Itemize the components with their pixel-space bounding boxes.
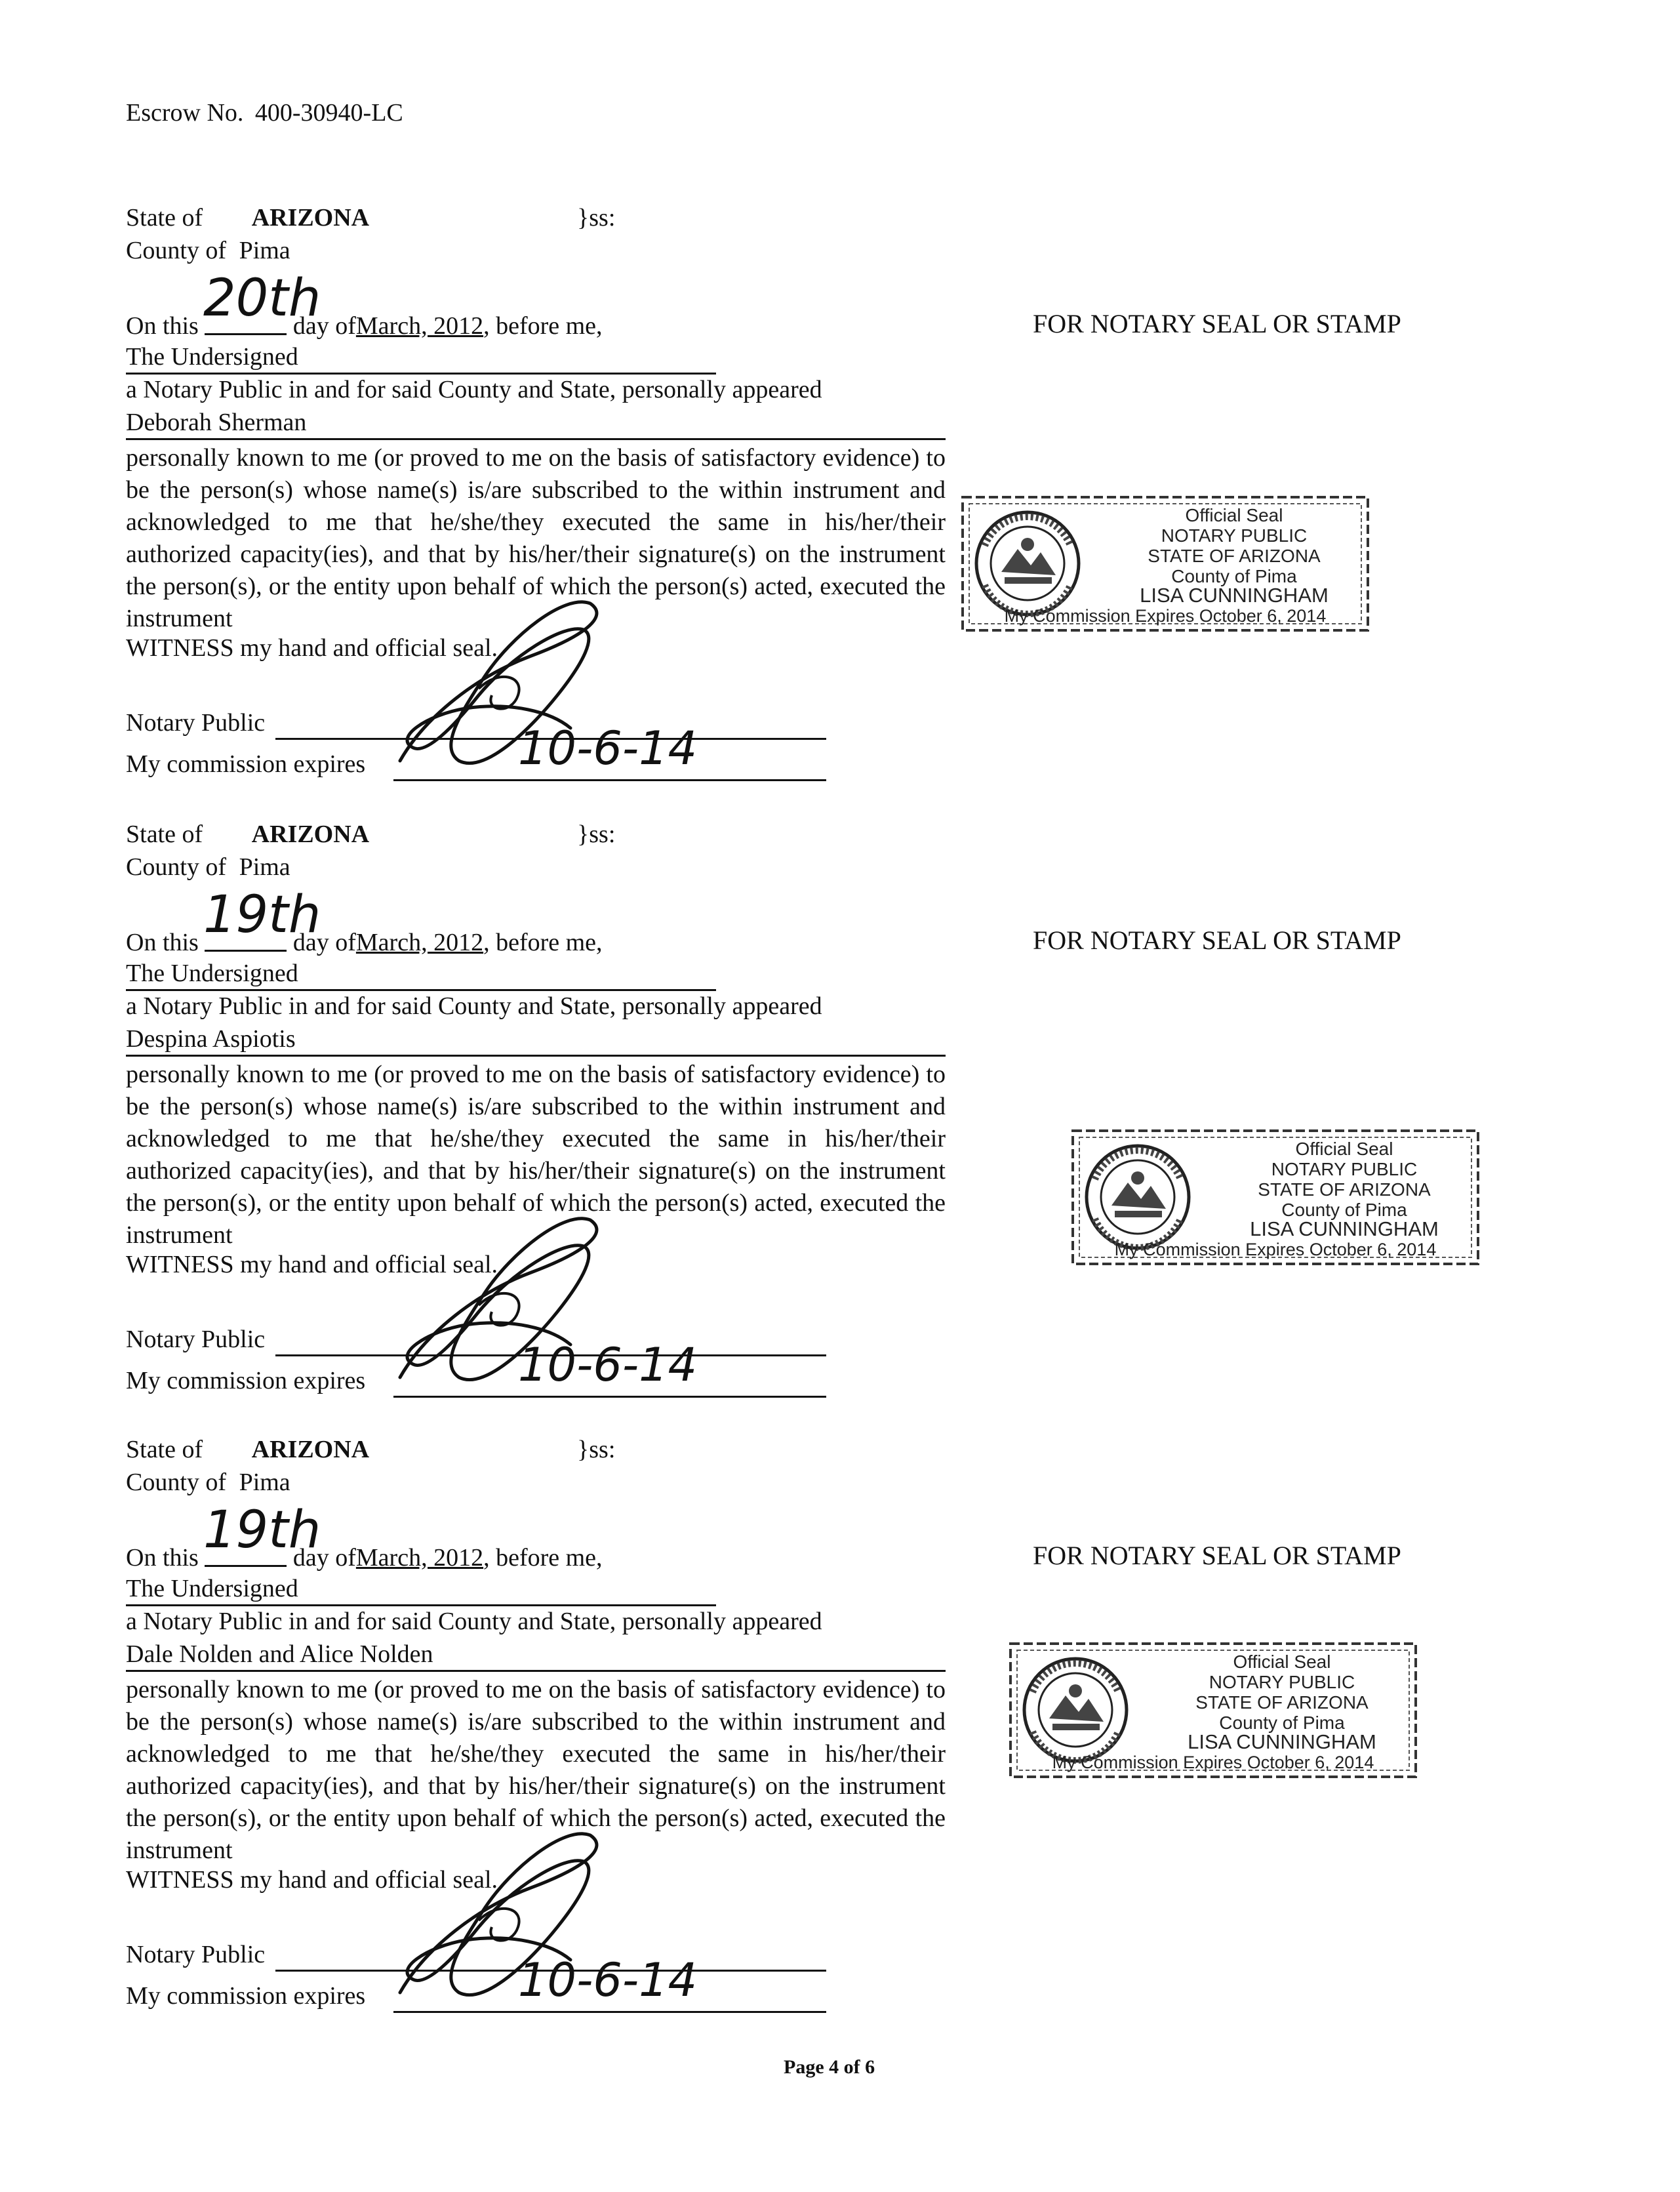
stamp-county: County of Pima [1281,1200,1407,1220]
stamp-commission: My Commission Expires October 6, 2014 [1114,1240,1437,1259]
seal-heading: FOR NOTARY SEAL OR STAMP [1033,309,1401,338]
stamp-official-seal: Official Seal [1295,1139,1393,1159]
county-label: County of [126,853,227,881]
escrow-line [126,98,403,127]
state-value: ARIZONA [251,821,370,848]
stamp-official-seal: Official Seal [1233,1652,1331,1672]
county-value: Pima [239,1469,290,1496]
notary-public-label: Notary Public [126,709,266,737]
arizona-seal-icon [1087,1146,1189,1248]
ss-label: }ss: [577,204,616,232]
date-row [126,1543,603,1572]
witness-line: WITNESS my hand and official seal. [126,634,498,662]
state-label: State of [126,204,203,232]
state-row [126,820,369,849]
page-label: Page [784,2056,824,2078]
state-row [126,1435,369,1464]
commission-expires-label: My commission expires [126,750,366,778]
officer-line [126,989,716,991]
stamp-notary-public: NOTARY PUBLIC [1209,1672,1355,1692]
stamp-notary-name: LISA CUNNINGHAM [1188,1730,1376,1753]
state-value: ARIZONA [251,1436,370,1463]
county-label: County of [126,1469,227,1496]
arizona-seal-icon [1024,1659,1127,1761]
seal-heading: FOR NOTARY SEAL OR STAMP [1033,925,1401,955]
month-year: March, 2012 [355,312,484,340]
appeared-line: a Notary Public in and for said County and State, personally appeared [126,1608,822,1635]
notary-stamp [1007,1640,1420,1781]
day-of-label: day of [292,929,356,956]
day-of-label: day of [292,1544,356,1572]
page-of-label: of [843,2056,860,2078]
acknowledgment-body: personally known to me (or proved to me on the basis of satisfactory evidence) to be the person(s) whose name(s) is/are subscribed to the within instrument and acknowledged to me that he/she/they executed the same in his/her/their authorized capacity(ies), and that by his/her/their signature(s) on the instrument the person(s), or the entity upon behalf of which the person(s) acted, executed the instrument [126,444,946,632]
handwritten-day: 20th [203,269,321,328]
before-me-label: , before me, [483,929,603,956]
day-of-label: day of [292,312,356,340]
signer-name: Deborah Sherman [126,409,307,436]
witness-line: WITNESS my hand and official seal. [126,1251,498,1278]
commission-expires-label: My commission expires [126,1982,366,2010]
witness-line: WITNESS my hand and official seal. [126,1866,498,1894]
page-total: 6 [865,2056,875,2078]
state-label: State of [126,1436,203,1463]
ss-label: }ss: [577,821,616,848]
county-row [126,236,290,265]
stamp-commission: My Commission Expires October 6, 2014 [1004,606,1327,626]
signer-name: Despina Aspiotis [126,1025,296,1053]
officer-name: The Undersigned [126,960,298,987]
ss-label: }ss: [577,1436,616,1463]
stamp-state: STATE OF ARIZONA [1195,1692,1369,1713]
county-row [126,853,290,882]
month-year: March, 2012 [355,1544,484,1572]
on-this-label: On this [126,929,199,956]
notary-public-label: Notary Public [126,1941,266,1968]
signer-line [126,1670,946,1672]
stamp-state: STATE OF ARIZONA [1258,1179,1431,1200]
officer-name: The Undersigned [126,343,298,371]
county-label: County of [126,237,227,264]
on-this-label: On this [126,1544,199,1572]
stamp-notary-public: NOTARY PUBLIC [1161,525,1308,546]
notary-stamp [1069,1127,1482,1268]
arizona-seal-icon [976,512,1079,615]
handwritten-day: 19th [203,1501,321,1560]
seal-heading: FOR NOTARY SEAL OR STAMP [1033,1541,1401,1570]
county-value: Pima [239,237,290,264]
month-year: March, 2012 [355,929,484,956]
officer-name: The Undersigned [126,1575,298,1602]
notary-stamp [959,493,1372,634]
acknowledgment-body: personally known to me (or proved to me on the basis of satisfactory evidence) to be the person(s) whose name(s) is/are subscribed to the within instrument and acknowledged to me that he/she/they executed the same in his/her/their authorized capacity(ies), and that by his/her/their signature(s) on the instrument the person(s), or the entity upon behalf of which the person(s) acted, executed the instrument [126,1676,946,1864]
officer-line [126,373,716,375]
commission-expires-line [393,779,826,781]
commission-expires-label: My commission expires [126,1367,366,1394]
state-label: State of [126,821,203,848]
stamp-official-seal: Official Seal [1185,505,1283,525]
before-me-label: , before me, [483,1544,603,1572]
date-row [126,312,603,340]
handwritten-expiration: 10-6-14 [518,1338,698,1392]
signer-line [126,1055,946,1057]
signer-line [126,438,946,440]
date-row [126,928,603,957]
appeared-line: a Notary Public in and for said County and State, personally appeared [126,376,822,403]
signer-name: Dale Nolden and Alice Nolden [126,1640,433,1668]
officer-line [126,1604,716,1606]
stamp-county: County of Pima [1171,566,1297,586]
escrow-number: 400-30940-LC [254,99,403,127]
handwritten-day: 19th [203,885,321,944]
handwritten-expiration: 10-6-14 [518,1953,698,2007]
acknowledgment-body: personally known to me (or proved to me on the basis of satisfactory evidence) to be the person(s) whose name(s) is/are subscribed to the within instrument and acknowledged to me that he/she/they executed the same in his/her/their authorized capacity(ies), and that by his/her/their signature(s) on the instrument the person(s), or the entity upon behalf of which the person(s) acted, executed the instrument [126,1061,946,1249]
handwritten-expiration: 10-6-14 [518,721,698,775]
appeared-line: a Notary Public in and for said County and State, personally appeared [126,992,822,1020]
escrow-label: Escrow No. [126,99,244,127]
stamp-commission: My Commission Expires October 6, 2014 [1052,1753,1374,1772]
on-this-label: On this [126,312,199,340]
state-value: ARIZONA [251,204,370,232]
county-value: Pima [239,853,290,881]
stamp-state: STATE OF ARIZONA [1148,546,1321,566]
stamp-county: County of Pima [1219,1713,1345,1733]
state-row [126,203,369,232]
page-footer [784,2056,875,2079]
stamp-notary-name: LISA CUNNINGHAM [1140,584,1329,607]
page-number: 4 [829,2056,839,2078]
commission-expires-line [393,2011,826,2013]
stamp-notary-name: LISA CUNNINGHAM [1250,1217,1439,1240]
notary-public-label: Notary Public [126,1326,266,1353]
before-me-label: , before me, [483,312,603,340]
stamp-notary-public: NOTARY PUBLIC [1271,1159,1418,1179]
commission-expires-line [393,1396,826,1398]
county-row [126,1468,290,1497]
